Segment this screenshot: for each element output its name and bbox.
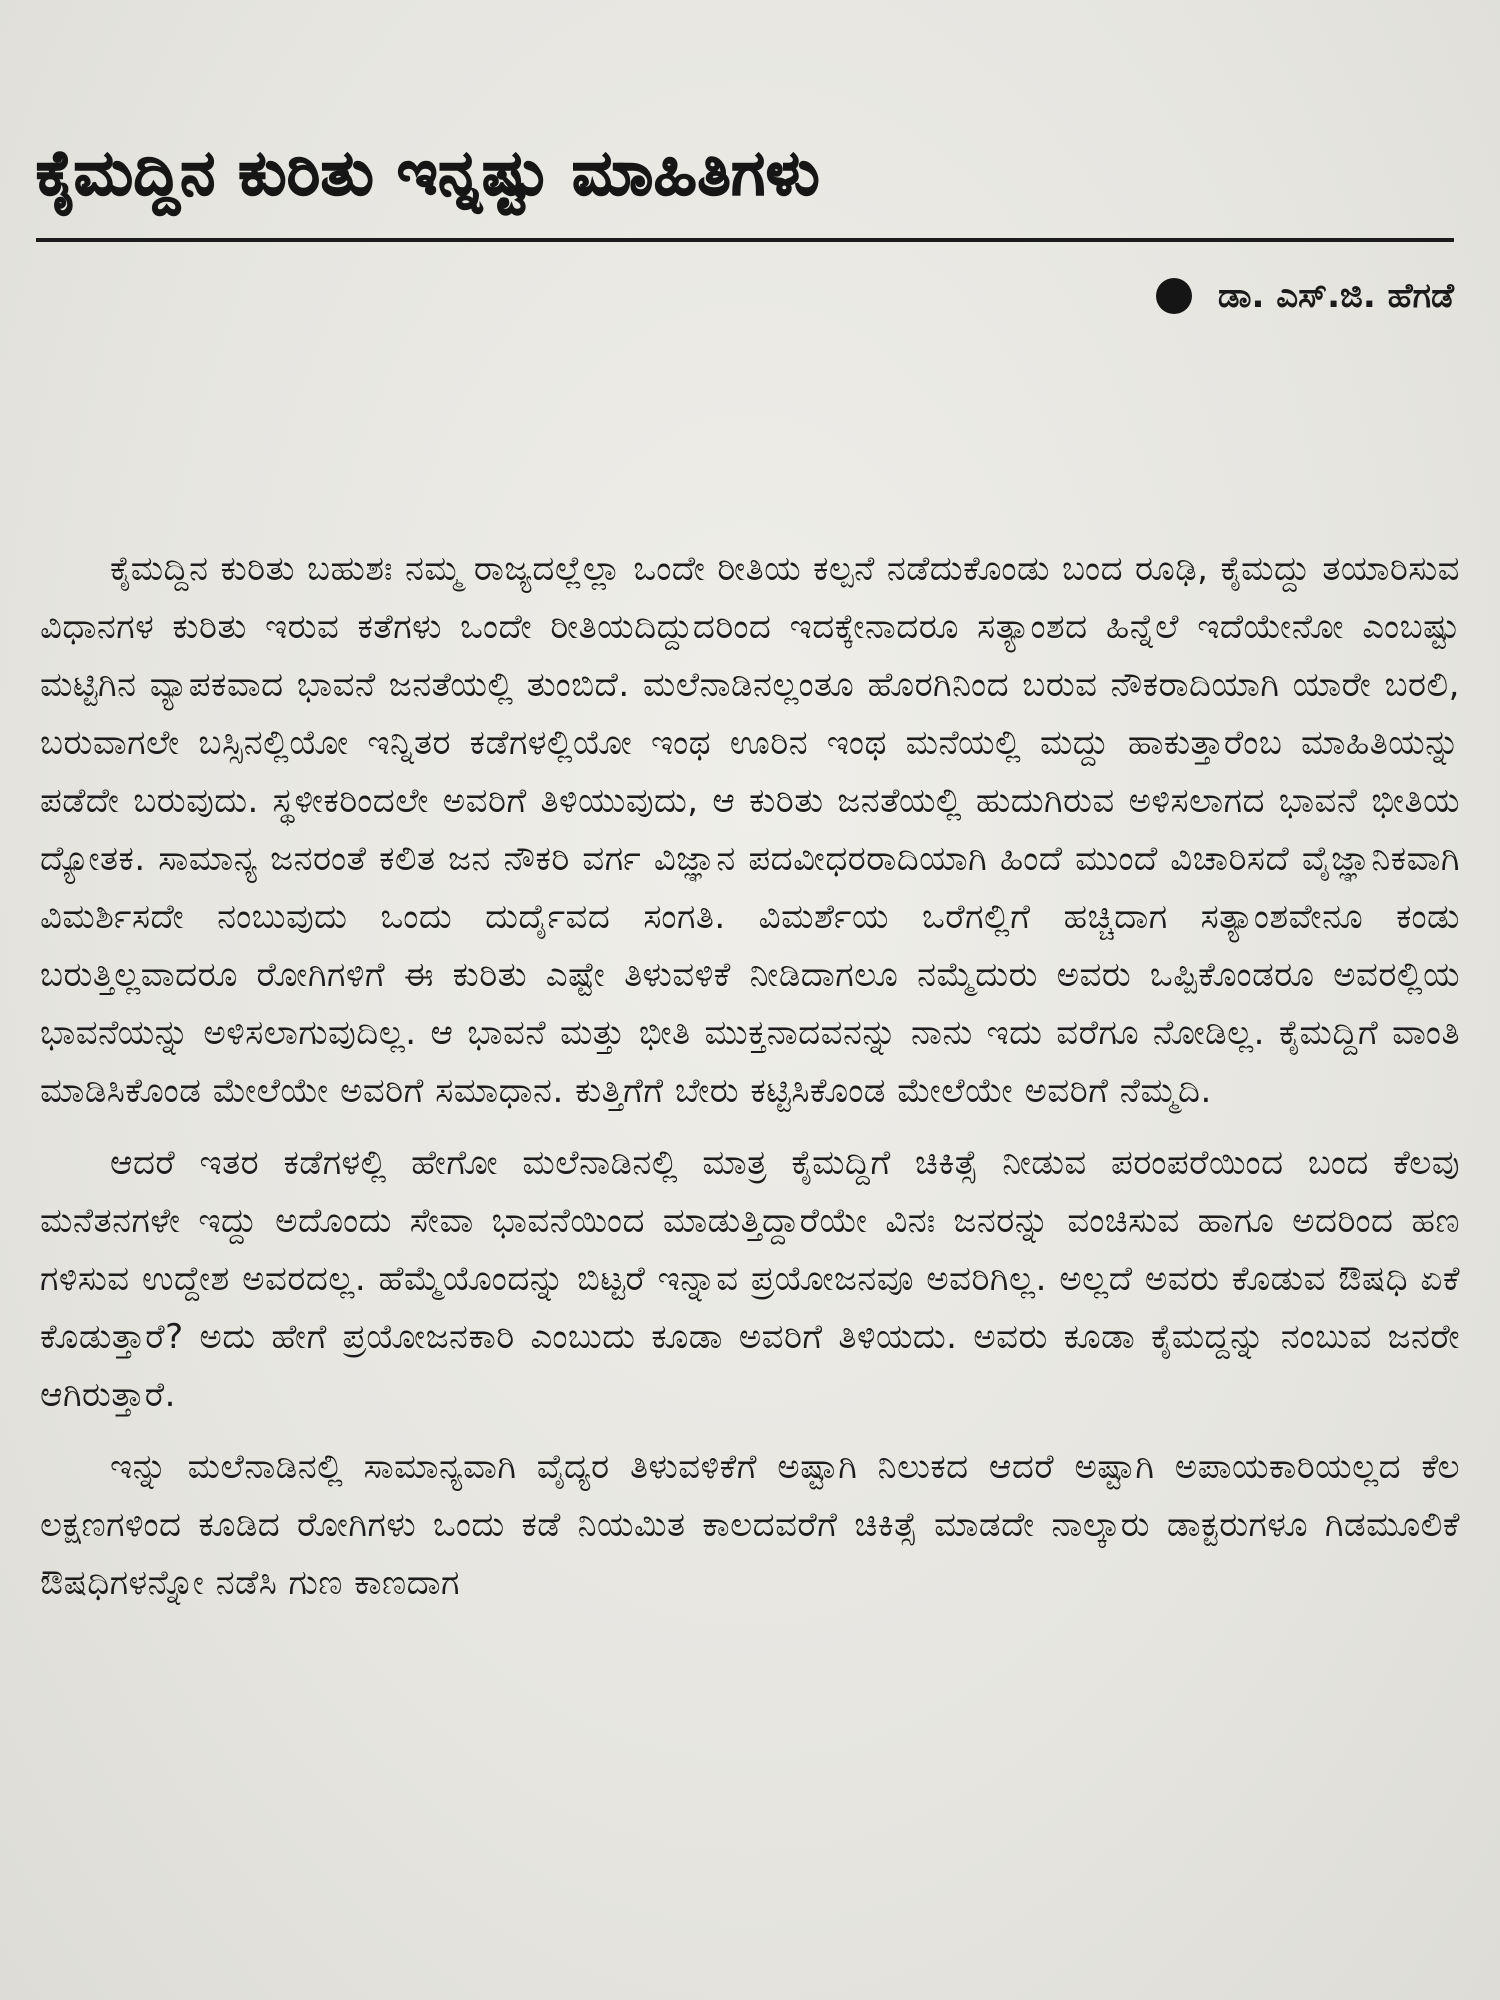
article-title: ಕೈಮದ್ದಿನ ಕುರಿತು ಇನ್ನಷ್ಟು ಮಾಹಿತಿಗಳು bbox=[36, 136, 821, 209]
author-name: ಡಾ. ಎಸ್.ಜಿ. ಹೆಗಡೆ bbox=[1217, 276, 1454, 316]
paragraph-3: ಇನ್ನು ಮಲೆನಾಡಿನಲ್ಲಿ ಸಾಮಾನ್ಯವಾಗಿ ವೈದ್ಯರ ತಿಳುವಳಿಕೆಗೆ ಅಷ್ಟಾಗಿ ನಿಲುಕದ ಆದರೆ ಅಷ್ಟಾಗಿ ಅಪಾಯಕಾರಿಯಲ್ಲದ ಕೆಲ ಲಕ್ಷಣಗಳಿಂದ ಕೂಡಿದ ರೋಗಿಗಳು ಒಂದು ಕಡೆ ನಿಯಮಿತ ಕಾಲದವರೆಗೆ ಚಿಕಿತ್ಸೆ ಮಾಡದೇ ನಾಲ್ಕಾರು ಡಾಕ್ಟರುಗಳೂ ಗಿಡಮೂಲಿಕೆ ಔಷಧಿಗಳನ್ನೋ ನಡೆಸಿ ಗುಣ ಕಾಣದಾಗ bbox=[40, 1447, 1460, 1603]
bullet-icon bbox=[1156, 278, 1192, 314]
byline bbox=[1156, 272, 1454, 320]
paragraph-1: ಕೈಮದ್ದಿನ ಕುರಿತು ಬಹುಶಃ ನಮ್ಮ ರಾಜ್ಯದಲ್ಲೆಲ್ಲಾ ಒಂದೇ ರೀತಿಯ ಕಲ್ಪನೆ ನಡೆದುಕೊಂಡು ಬಂದ ರೂಢಿ, ಕೈಮದ್ದು ತಯಾರಿಸುವ ವಿಧಾನಗಳ ಕುರಿತು ಇರುವ ಕತೆಗಳು ಒಂದೇ ರೀತಿಯದಿದ್ದುದರಿಂದ ಇದಕ್ಕೇನಾದರೂ ಸತ್ಯಾಂಶದ ಹಿನ್ನೆಲೆ ಇದೆಯೇನೋ ಎಂಬಷ್ಟು ಮಟ್ಟಿಗಿನ ವ್ಯಾಪಕವಾದ ಭಾವನೆ ಜನತೆಯಲ್ಲಿ ತುಂಬಿದೆ. ಮಲೆನಾಡಿನಲ್ಲಂತೂ ಹೊರಗಿನಿಂದ ಬರುವ ನೌಕರಾದಿಯಾಗಿ ಯಾರೇ ಬರಲಿ, ಬರುವಾಗಲೇ ಬಸ್ಸಿನಲ್ಲಿಯೋ ಇನ್ನಿತರ ಕಡೆಗಳಲ್ಲಿಯೋ ಇಂಥ ಊರಿನ ಇಂಥ ಮನೆಯಲ್ಲಿ ಮದ್ದು ಹಾಕುತ್ತಾರೆಂಬ ಮಾಹಿತಿಯನ್ನು ಪಡೆದೇ ಬರುವುದು. ಸ್ಥಳೀಕರಿಂದಲೇ ಅವರಿಗೆ ತಿಳಿಯುವುದು, ಆ ಕುರಿತು ಜನತೆಯಲ್ಲಿ ಹುದುಗಿರುವ ಅಳಿಸಲಾಗದ ಭಾವನೆ ಭೀತಿಯ ದ್ಯೋತಕ. ಸಾಮಾನ್ಯ ಜನರಂತೆ ಕಲಿತ ಜನ ನೌಕರಿ ವರ್ಗ ವಿಜ್ಞಾನ ಪದವೀಧರರಾದಿಯಾಗಿ ಹಿಂದೆ ಮುಂದೆ ವಿಚಾರಿಸದೆ ವೈಜ್ಞಾನಿಕವಾಗಿ ವಿಮರ್ಶಿಸದೇ ನಂಬುವುದು ಒಂದು ದುರ್ದೈವದ ಸಂಗತಿ. ವಿಮರ್ಶೆಯ ಒರೆಗಲ್ಲಿಗೆ ಹಚ್ಚಿದಾಗ ಸತ್ಯಾಂಶವೇನೂ ಕಂಡು ಬರುತ್ತಿಲ್ಲವಾದರೂ ರೋಗಿಗಳಿಗೆ ಈ ಕುರಿತು ಎಷ್ಟೇ ತಿಳುವಳಿಕೆ ನೀಡಿದಾಗಲೂ ನಮ್ಮೆದುರು ಅವರು ಒಪ್ಪಿಕೊಂಡರೂ ಅವರಲ್ಲಿಯ ಭಾವನೆಯನ್ನು ಅಳಿಸಲಾಗುವುದಿಲ್ಲ. ಆ ಭಾವನೆ ಮತ್ತು ಭೀತಿ ಮುಕ್ತನಾದವನನ್ನು ನಾನು ಇದು ವರೆಗೂ ನೋಡಿಲ್ಲ. ಕೈಮದ್ದಿಗೆ ವಾಂತಿ ಮಾಡಿಸಿಕೊಂಡ ಮೇಲೆಯೇ ಅವರಿಗೆ ಸಮಾಧಾನ. ಕುತ್ತಿಗೆಗೆ ಬೇರು ಕಟ್ಟಿಸಿಕೊಂಡ ಮೇಲೆಯೇ ಅವರಿಗೆ ನೆಮ್ಮದಿ. bbox=[40, 549, 1460, 1111]
paragraph-2: ಆದರೆ ಇತರ ಕಡೆಗಳಲ್ಲಿ ಹೇಗೋ ಮಲೆನಾಡಿನಲ್ಲಿ ಮಾತ್ರ ಕೈಮದ್ದಿಗೆ ಚಿಕಿತ್ಸೆ ನೀಡುವ ಪರಂಪರೆಯಿಂದ ಬಂದ ಕೆಲವು ಮನೆತನಗಳೇ ಇದ್ದು ಅದೊಂದು ಸೇವಾ ಭಾವನೆಯಿಂದ ಮಾಡುತ್ತಿದ್ದಾರೆಯೇ ವಿನಃ ಜನರನ್ನು ವಂಚಿಸುವ ಹಾಗೂ ಅದರಿಂದ ಹಣ ಗಳಿಸುವ ಉದ್ದೇಶ ಅವರದಲ್ಲ. ಹೆಮ್ಮೆಯೊಂದನ್ನು ಬಿಟ್ಟರೆ ಇನ್ನಾವ ಪ್ರಯೋಜನವೂ ಅವರಿಗಿಲ್ಲ. ಅಲ್ಲದೆ ಅವರು ಕೊಡುವ ಔಷಧಿ ಏಕೆ ಕೊಡುತ್ತಾರೆ? ಅದು ಹೇಗೆ ಪ್ರಯೋಜನಕಾರಿ ಎಂಬುದು ಕೂಡಾ ಅವರಿಗೆ ತಿಳಿಯದು. ಅವರು ಕೂಡಾ ಕೈಮದ್ದನ್ನು ನಂಬುವ ಜನರೇ ಆಗಿರುತ್ತಾರೆ. bbox=[40, 1143, 1460, 1415]
title-divider bbox=[36, 238, 1454, 242]
article-body bbox=[40, 540, 1460, 1612]
